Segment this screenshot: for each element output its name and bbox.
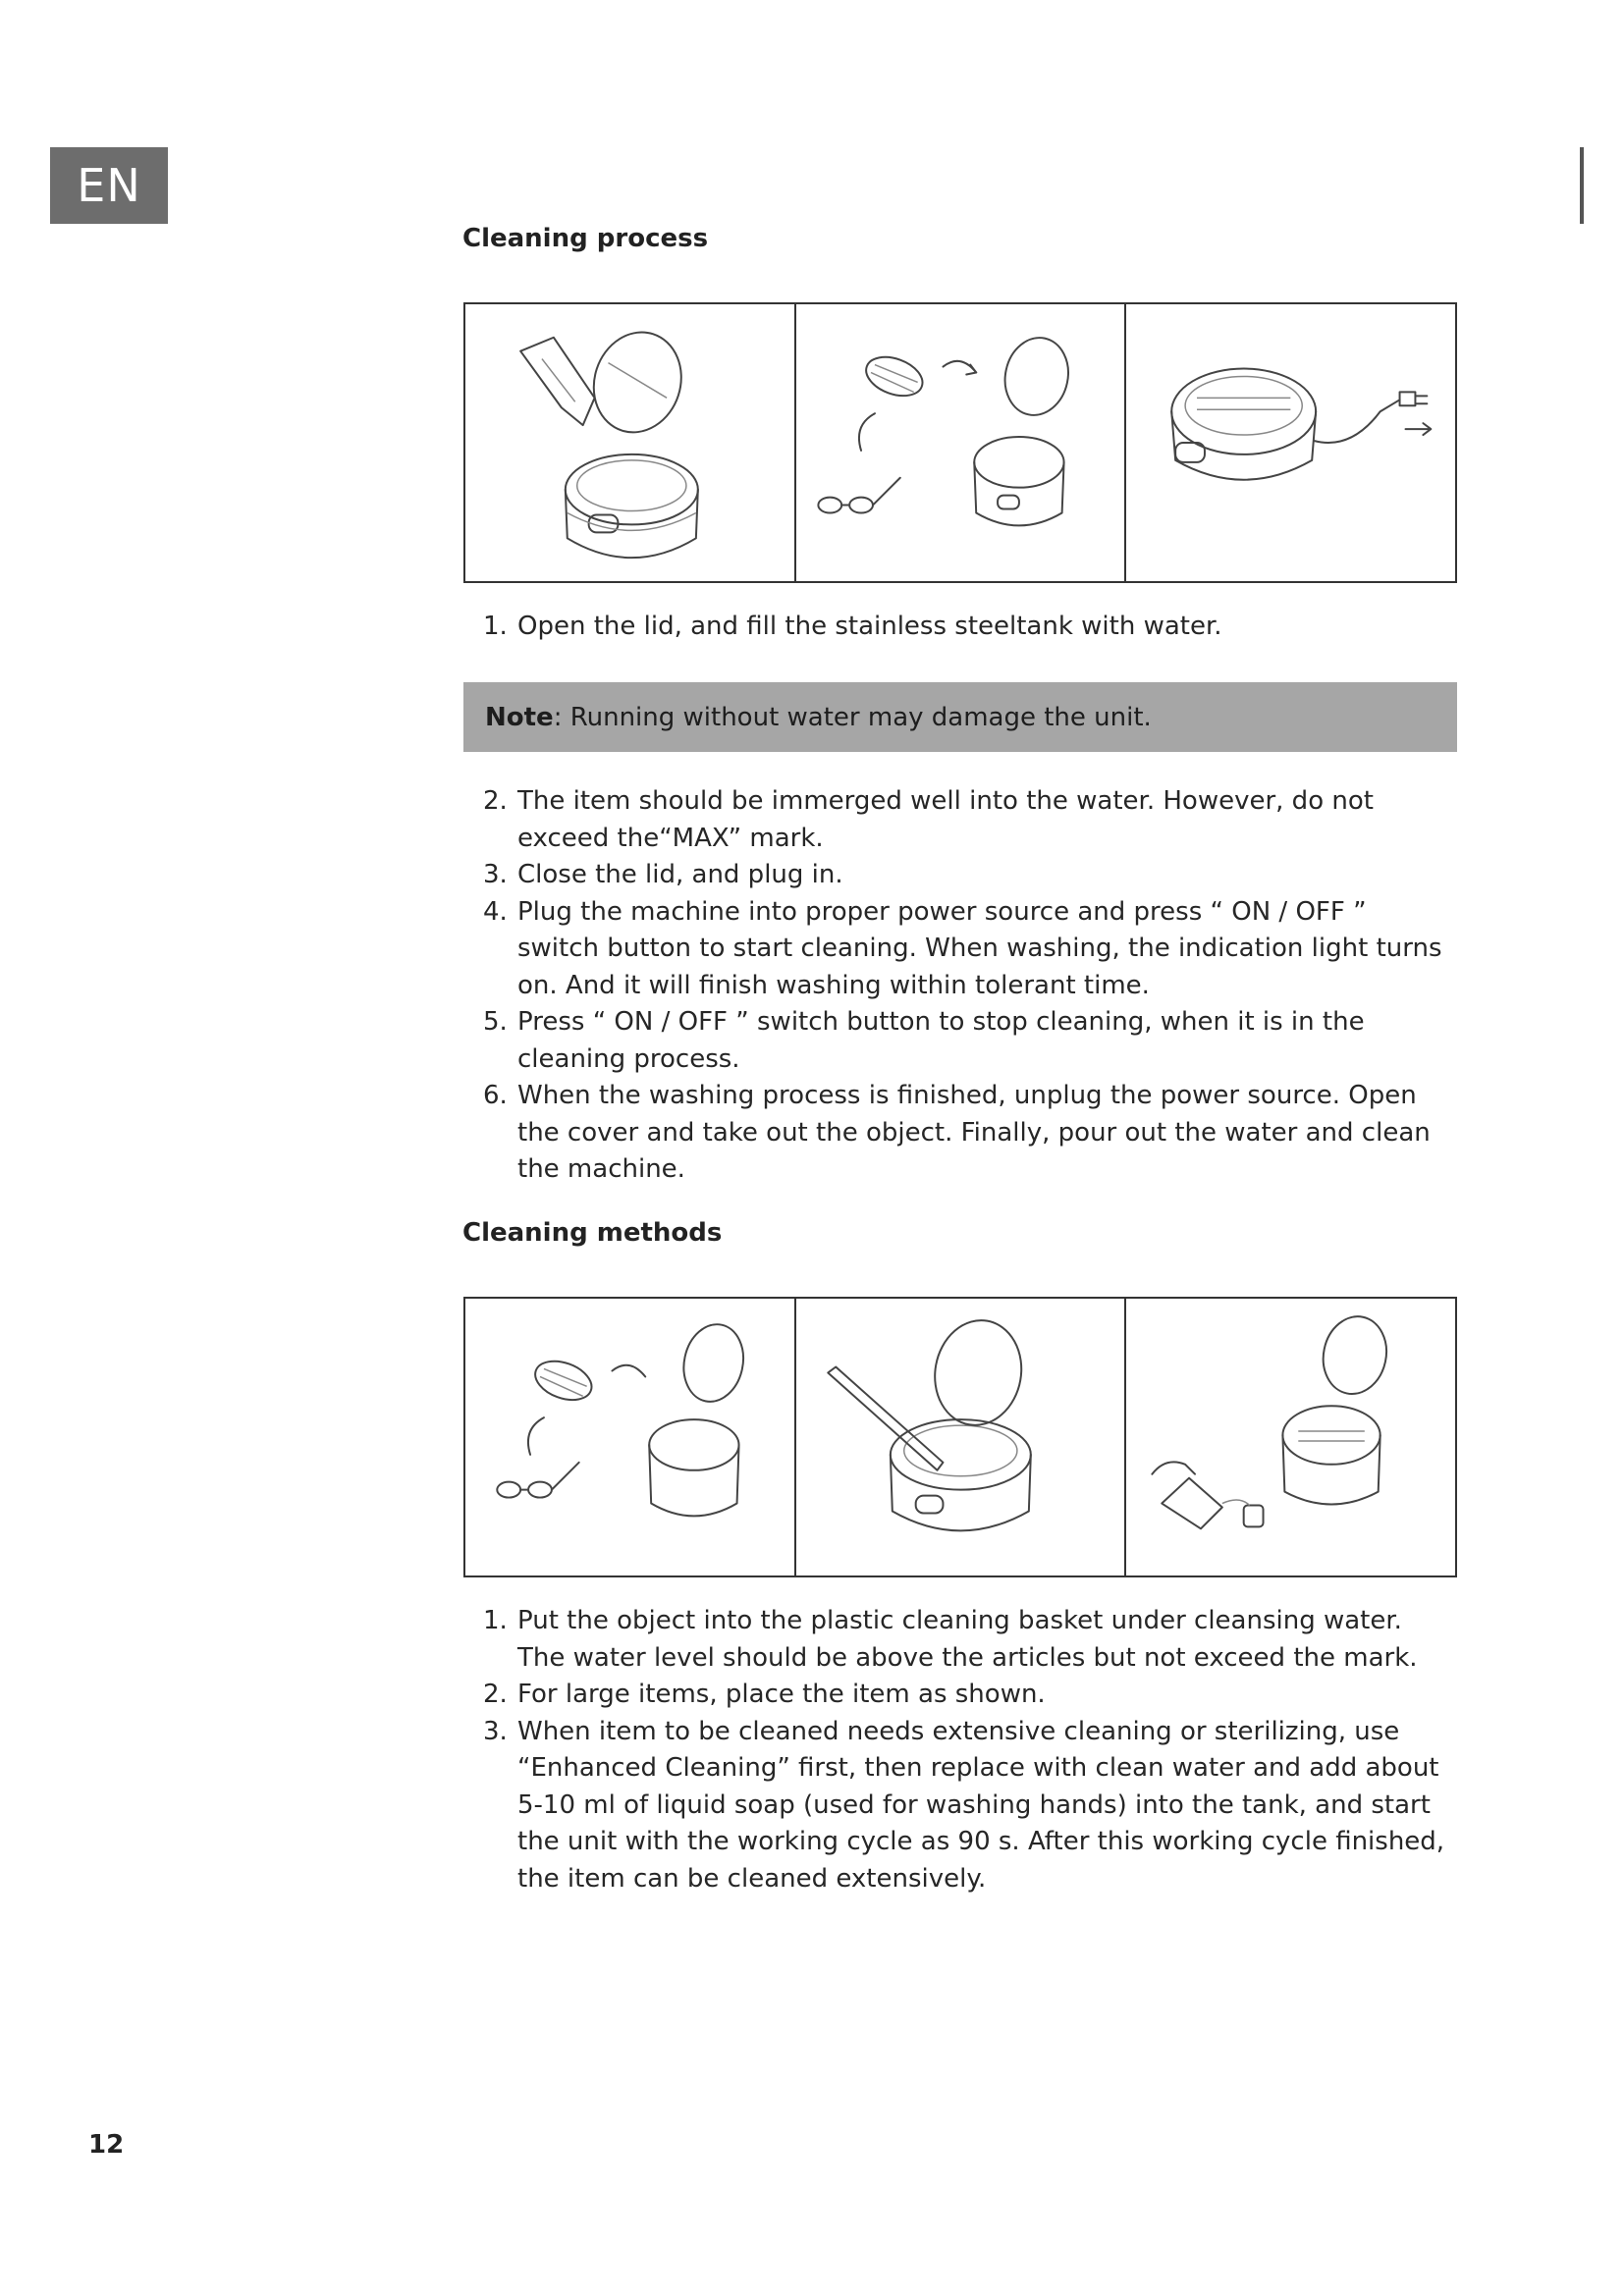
large-item-drawing <box>796 1299 1125 1575</box>
list-item <box>462 1078 1454 1189</box>
cleaning-process-steps <box>462 783 1454 1189</box>
step-text: Open the lid, and fill the stainless steeltank with water. <box>517 612 1222 641</box>
illustration-basket-glasses <box>796 304 1127 581</box>
step-number: 5. <box>483 1007 508 1037</box>
list-item <box>462 1714 1454 1898</box>
language-tab: EN <box>50 147 168 224</box>
list-item <box>462 609 1454 646</box>
step-number: 1. <box>483 1606 508 1635</box>
step-text: When item to be cleaned needs extensive cleaning or sterilizing, use “Enhanced Cleaning” first, then replace with clean water and add about 5-10 ml of liquid soap (used for washing hands) into the tank, and start the unit with the working cycle as 90 s. After this working cycle finished, the item can be cleaned extensively. <box>517 1716 1445 1894</box>
cleaning-methods-steps <box>462 1603 1454 1897</box>
basket-method-drawing <box>465 1299 794 1575</box>
illustration-fill-tank <box>465 304 796 581</box>
cleaner-fill-water-drawing <box>465 304 794 581</box>
step-number: 2. <box>483 786 508 816</box>
illustration-closed-plugged <box>1126 304 1455 581</box>
section-title-cleaning-methods: Cleaning methods <box>462 1218 723 1248</box>
cleaning-process-illustrations <box>463 302 1457 583</box>
page-number: 12 <box>88 2130 125 2160</box>
list-item <box>462 783 1454 857</box>
step-text: When the washing process is finished, unplug the power source. Open the cover and take out the object. Finally, pour out the water and clean the machine. <box>517 1081 1431 1184</box>
cleaner-plug-in-drawing <box>1126 304 1455 581</box>
list-item <box>462 1603 1454 1677</box>
note-box <box>463 682 1457 752</box>
list-item <box>462 1677 1454 1714</box>
cleaning-process-step-1 <box>462 609 1454 646</box>
list-item <box>462 857 1454 894</box>
step-text: The item should be immerged well into the water. However, do not exceed the“MAX” mark. <box>517 786 1374 853</box>
list-item <box>462 1004 1454 1078</box>
step-number: 6. <box>483 1081 508 1110</box>
page-edge-marker <box>1580 147 1584 224</box>
step-text: Plug the machine into proper power source and press “ ON / OFF ” switch button to start cleaning. When washing, the indication light turns on. And it will finish washing within tolerant time. <box>517 896 1442 1000</box>
section-title-cleaning-process: Cleaning process <box>462 224 709 253</box>
step-number: 3. <box>483 1716 508 1746</box>
step-text: For large items, place the item as shown. <box>517 1680 1046 1709</box>
illustration-soap-method <box>1126 1299 1455 1575</box>
note-label: Note <box>485 702 554 732</box>
step-number: 1. <box>483 612 508 641</box>
step-text: Put the object into the plastic cleaning basket under cleansing water. The water level should be above the articles but not exceed the mark. <box>517 1606 1418 1673</box>
illustration-basket-method <box>465 1299 796 1575</box>
step-text: Press “ ON / OFF ” switch button to stop cleaning, when it is in the cleaning process. <box>517 1007 1365 1074</box>
basket-and-glasses-drawing <box>796 304 1125 581</box>
step-text: Close the lid, and plug in. <box>517 860 843 889</box>
illustration-large-item <box>796 1299 1127 1575</box>
note-text: : Running without water may damage the unit. <box>553 702 1152 732</box>
step-number: 3. <box>483 860 508 889</box>
list-item <box>462 894 1454 1005</box>
liquid-soap-drawing <box>1126 1299 1455 1575</box>
step-number: 2. <box>483 1680 508 1709</box>
cleaning-methods-illustrations <box>463 1297 1457 1577</box>
step-number: 4. <box>483 896 508 927</box>
